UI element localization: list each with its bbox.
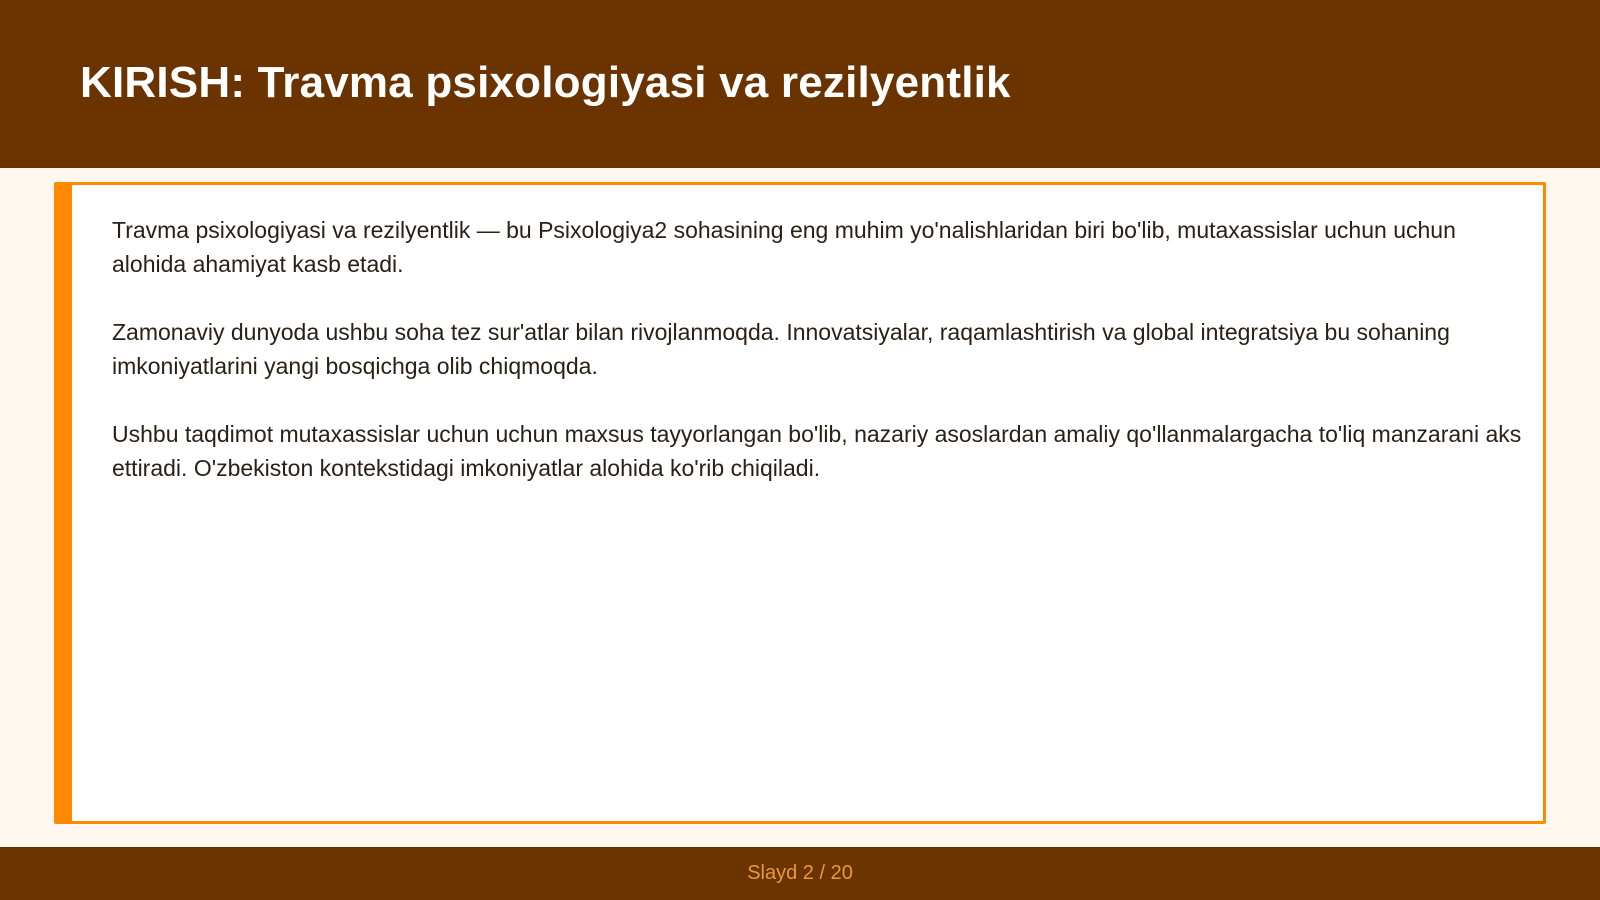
- paragraph-modern-world: Zamonaviy dunyoda ushbu soha tez sur'atlar bilan rivojlanmoqda. Innovatsiyalar, raqamlashtirish va global integratsiya bu sohaning imkoniyatlarini yangi bosqichga olib chiqmoqda.: [112, 319, 1450, 379]
- content-panel: [54, 182, 1546, 824]
- slide-number: Slayd 2 / 20: [747, 862, 853, 884]
- paragraph-list: [112, 213, 1522, 519]
- slide-footer: [0, 847, 1600, 900]
- paragraph-intro: Travma psixologiyasi va rezilyentlik — bu Psixologiya2 sohasining eng muhim yo'nalishlaridan biri bo'lib, mutaxassislar uchun uchun alohida ahamiyat kasb etadi.: [112, 217, 1456, 277]
- slide-header: [0, 0, 1600, 168]
- paragraph-presentation-scope: Ushbu taqdimot mutaxassislar uchun uchun maxsus tayyorlangan bo'lib, nazariy asoslardan amaliy qo'llanmalargacha to'liq manzarani aks ettiradi. O'zbekiston kontekstidagi imkoniyatlar alohida ko'rib chiqiladi.: [112, 421, 1522, 481]
- slide-title: KIRISH: Travma psixologiyasi va rezilyentlik: [80, 58, 1011, 107]
